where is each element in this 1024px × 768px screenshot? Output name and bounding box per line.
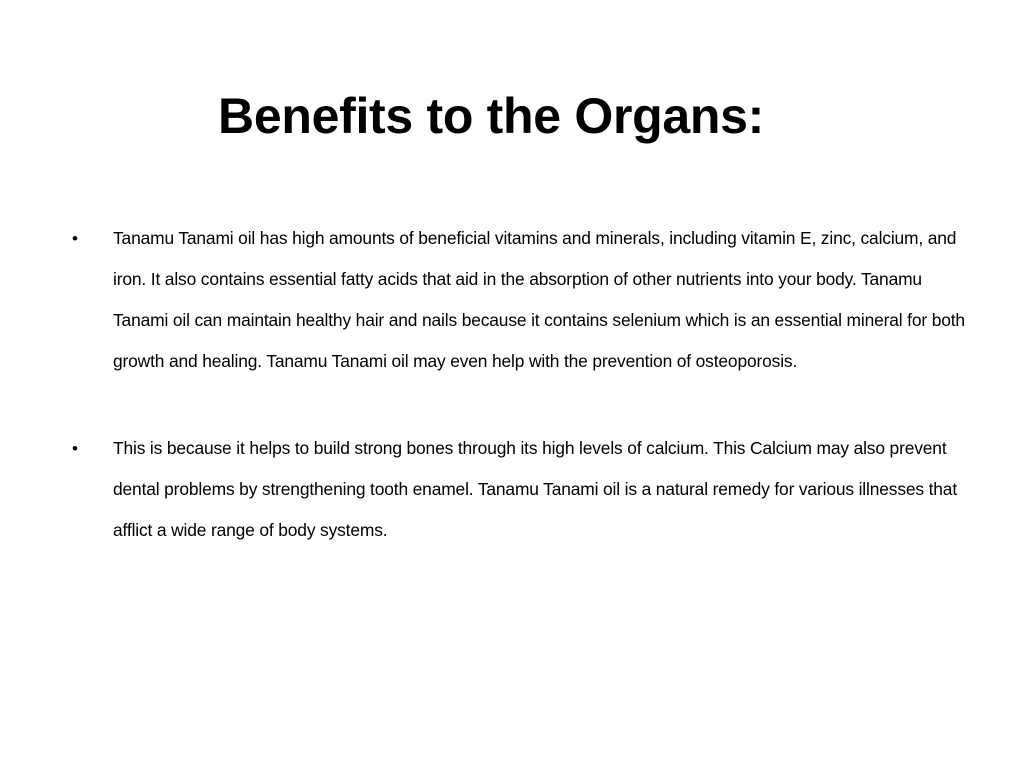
- bullet-list: [72, 218, 972, 551]
- slide-title: Benefits to the Organs:: [218, 88, 764, 144]
- bullet-item: [72, 218, 972, 382]
- bullet-icon: •: [72, 229, 78, 248]
- bullet-text: This is because it helps to build strong bones through its high levels of calcium. This Calcium may also prevent dental problems by strengthening tooth enamel. Tanamu Tanami oil is a natural remedy for various illnesses that afflict a wide range of body systems.: [113, 438, 958, 540]
- bullet-text: Tanamu Tanami oil has high amounts of beneficial vitamins and minerals, including vitamin E, zinc, calcium, and iron. It also contains essential fatty acids that aid in the absorption of other nutrients into your body. Tanamu Tanami oil can maintain healthy hair and nails because it contains selenium which is an essential mineral for both growth and healing. Tanamu Tanami oil may even help with the prevention of osteoporosis.: [113, 228, 965, 371]
- bullet-item: [72, 428, 972, 551]
- bullet-icon: •: [72, 439, 78, 458]
